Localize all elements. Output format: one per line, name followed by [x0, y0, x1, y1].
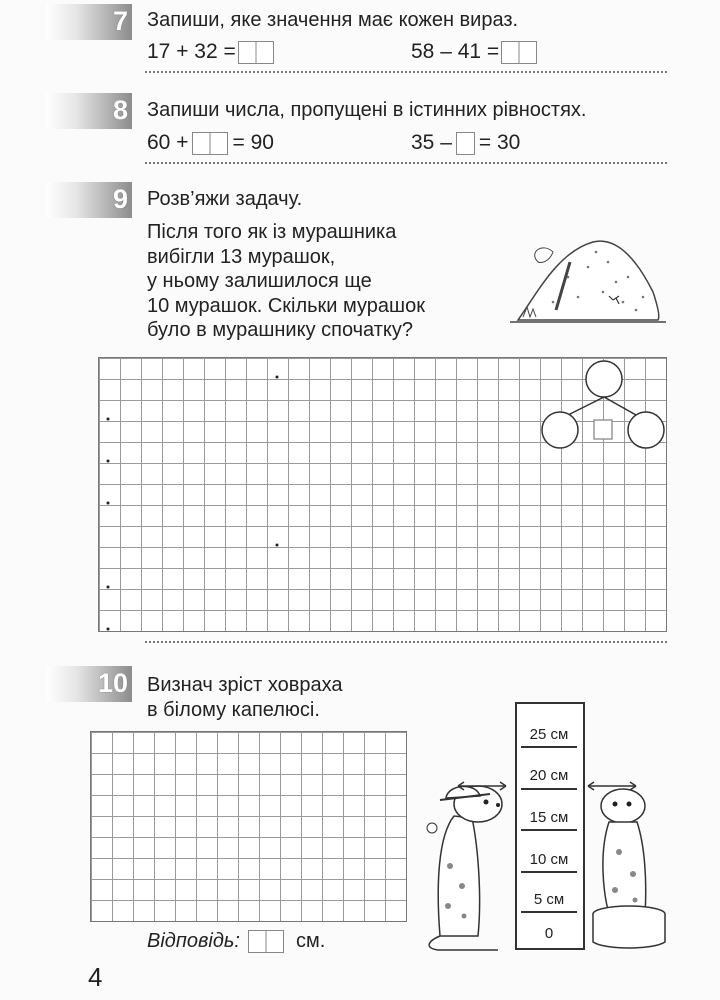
measuring-ruler: 25 см 20 см 15 см 10 см 5 см 0	[515, 702, 585, 950]
task-7-expression-1: 17 + 32 =	[147, 40, 274, 64]
page-number: 4	[88, 962, 103, 992]
answer-box[interactable]	[501, 41, 537, 64]
part-whole-diagram	[538, 357, 666, 449]
task-9-title: Розв’яжи задачу.	[147, 188, 303, 210]
anthill-illustration	[508, 222, 668, 332]
arrow-left-right-icon	[452, 776, 512, 796]
gopher-on-stump-illustration	[585, 782, 677, 954]
task-10-answer-line: Відповідь: см.	[147, 930, 326, 952]
task-7-number: 7	[112, 6, 128, 36]
task-10-answer-grid[interactable]	[90, 731, 407, 922]
answer-box[interactable]	[238, 41, 274, 64]
task-10-title: Визнач зріст ховраха в білому капелюсі.	[147, 674, 343, 721]
task-9-number: 9	[112, 184, 128, 214]
answer-box[interactable]	[192, 132, 228, 155]
divider	[145, 71, 667, 73]
task-9-badge	[46, 182, 132, 218]
task-7-expression-2: 58 – 41 =	[411, 40, 537, 64]
task-10-number: 10	[97, 668, 128, 698]
task-8-equation-2: 35 – = 30	[411, 131, 521, 154]
task-10-badge	[46, 666, 132, 702]
divider	[145, 641, 667, 643]
task-7-title: Запиши, яке значення має кожен вираз.	[147, 9, 519, 31]
task-7-badge	[46, 4, 132, 40]
answer-box[interactable]	[456, 132, 475, 155]
task-8-title: Запиши числа, пропущені в істинних рівностях.	[147, 99, 587, 121]
task-8-number: 8	[112, 95, 128, 125]
task-8-badge	[46, 93, 132, 129]
gopher-with-hat-illustration	[418, 776, 510, 954]
task-8-equation-1: 60 + = 90	[147, 131, 274, 154]
task-9-problem-text: Після того як із мурашника вибігли 13 мурашок, у ньому залишилося ще 10 мурашок. Скільки мурашок було в мурашнику спочатку?	[147, 221, 425, 341]
divider	[145, 162, 667, 164]
answer-box[interactable]	[248, 930, 284, 953]
